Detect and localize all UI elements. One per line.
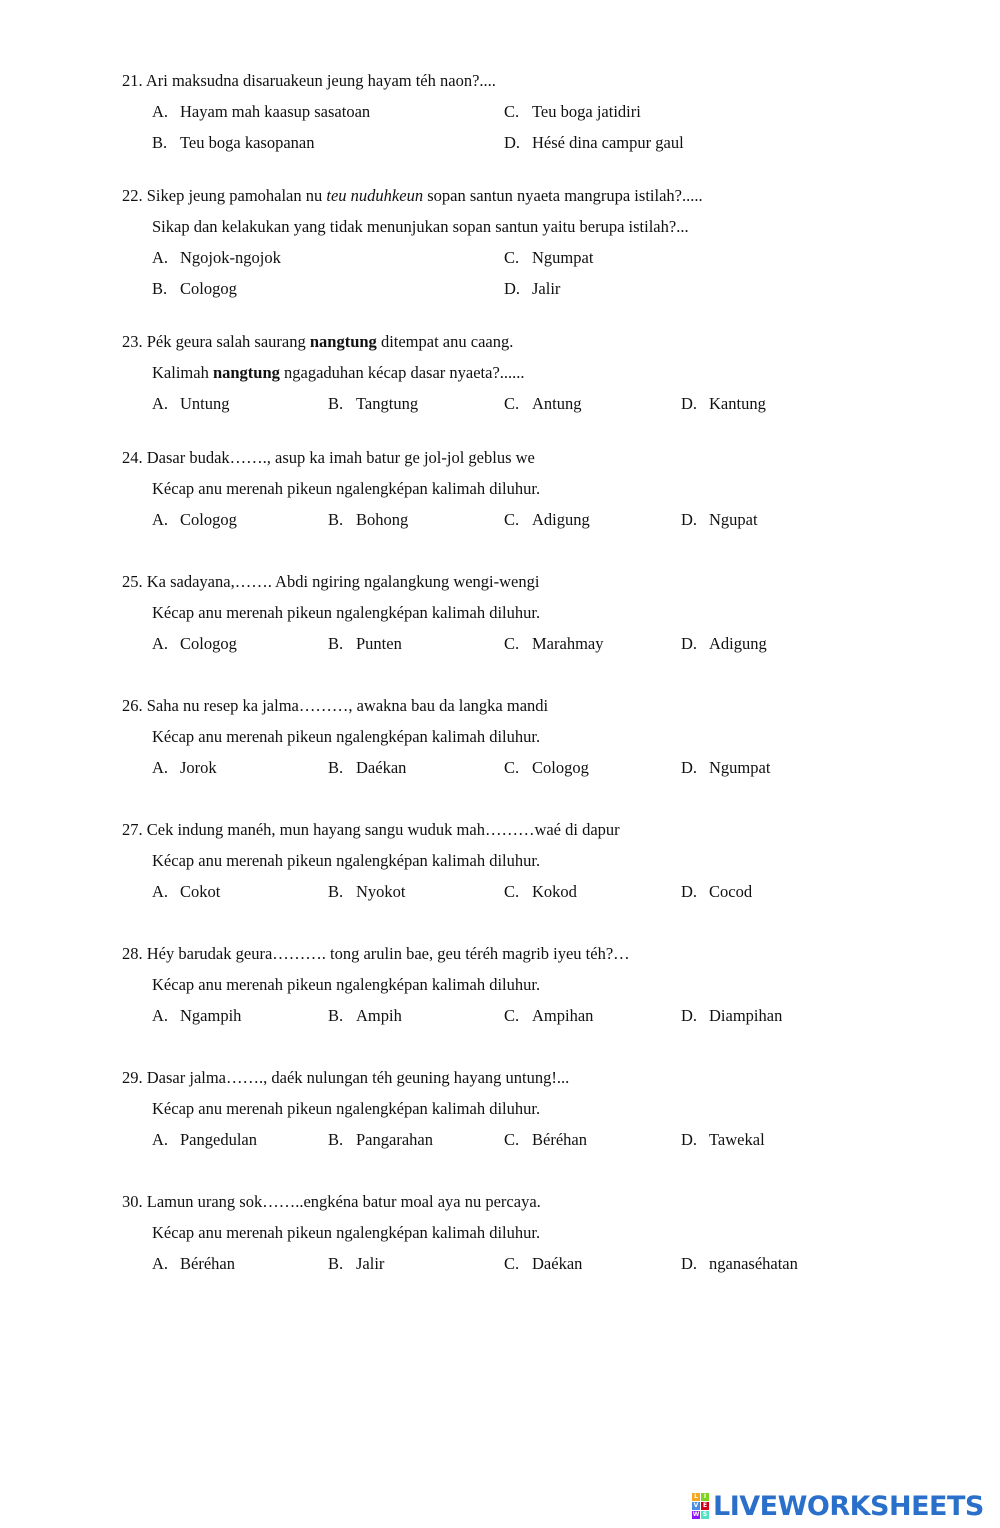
option-27-a[interactable]: A. Cokot xyxy=(152,882,221,901)
option-24-d[interactable]: D. Ngupat xyxy=(681,510,758,529)
option-24-a[interactable]: A. Cologog xyxy=(152,510,237,529)
logo-mark-cell: I xyxy=(701,1493,709,1501)
option-25-c[interactable]: C. Marahmay xyxy=(504,634,604,653)
option-30-a[interactable]: A. Béréhan xyxy=(152,1254,235,1273)
option-23-d[interactable]: D. Kantung xyxy=(681,394,766,413)
option-30-c[interactable]: C. Daékan xyxy=(504,1254,583,1273)
logo-mark-cell: W xyxy=(692,1511,700,1518)
option-26-b[interactable]: B. Daékan xyxy=(328,758,407,777)
option-23-a[interactable]: A. Untung xyxy=(152,394,230,413)
question-27-text: 27. Cek indung manéh, mun hayang sangu wuduk mah………waé di dapur xyxy=(122,820,620,839)
option-27-b[interactable]: B. Nyokot xyxy=(328,882,406,901)
option-21-a[interactable]: A. Hayam mah kaasup sasatoan xyxy=(152,102,371,121)
question-28-instruction: Kécap anu merenah pikeun ngalengképan kalimah diluhur. xyxy=(152,975,541,994)
question-22-translation: Sikap dan kelakukan yang tidak menunjukan sopan santun yaitu berupa istilah?... xyxy=(152,217,689,236)
option-27-d[interactable]: D. Cocod xyxy=(681,882,753,901)
option-24-c[interactable]: C. Adigung xyxy=(504,510,590,529)
question-26-text: 26. Saha nu resep ka jalma………, awakna bau da langka mandi xyxy=(122,696,549,715)
logo-mark-cell: E xyxy=(702,1502,708,1509)
option-22-c[interactable]: C. Ngumpat xyxy=(504,248,594,267)
liveworksheets-logo[interactable] xyxy=(692,1490,984,1522)
option-26-d[interactable]: D. Ngumpat xyxy=(681,758,771,777)
logo-mark-cell: L xyxy=(692,1493,700,1501)
question-22-text: 22. Sikep jeung pamohalan nu teu nuduhkeun sopan santun nyaeta mangrupa istilah?..... xyxy=(122,186,703,205)
question-25-instruction: Kécap anu merenah pikeun ngalengképan kalimah diluhur. xyxy=(152,603,541,622)
option-22-b[interactable]: B. Cologog xyxy=(152,279,237,298)
option-29-d[interactable]: D. Tawekal xyxy=(681,1130,765,1149)
option-24-b[interactable]: B. Bohong xyxy=(328,510,409,529)
liveworksheets-mark-icon xyxy=(692,1493,709,1519)
option-25-a[interactable]: A. Cologog xyxy=(152,634,237,653)
option-26-c[interactable]: C. Cologog xyxy=(504,758,589,777)
question-26-instruction: Kécap anu merenah pikeun ngalengképan kalimah diluhur. xyxy=(152,727,541,746)
question-27-instruction: Kécap anu merenah pikeun ngalengképan kalimah diluhur. xyxy=(152,851,541,870)
option-30-d[interactable]: D. nganaséhatan xyxy=(681,1254,798,1273)
option-25-b[interactable]: B. Punten xyxy=(328,634,402,653)
question-25-text: 25. Ka sadayana,……. Abdi ngiring ngalangkung wengi-wengi xyxy=(122,572,540,591)
option-29-a[interactable]: A. Pangedulan xyxy=(152,1130,257,1149)
option-30-b[interactable]: B. Jalir xyxy=(328,1254,385,1273)
question-29-instruction: Kécap anu merenah pikeun ngalengképan kalimah diluhur. xyxy=(152,1099,541,1118)
logo-mark-cell: S xyxy=(702,1511,708,1518)
question-23-text: 23. Pék geura salah saurang nangtung ditempat anu caang. xyxy=(122,332,514,351)
option-23-c[interactable]: C. Antung xyxy=(504,394,582,413)
option-27-c[interactable]: C. Kokod xyxy=(504,882,577,901)
question-23-instruction: Kalimah nangtung ngagaduhan kécap dasar nyaeta?...... xyxy=(152,363,525,382)
option-28-a[interactable]: A. Ngampih xyxy=(152,1006,242,1025)
option-26-a[interactable]: A. Jorok xyxy=(152,758,217,777)
question-30-instruction: Kécap anu merenah pikeun ngalengképan kalimah diluhur. xyxy=(152,1223,541,1242)
option-22-a[interactable]: A. Ngojok-ngojok xyxy=(152,248,281,267)
logo-mark-cell: V xyxy=(693,1502,699,1509)
option-21-d[interactable]: D. Hésé dina campur gaul xyxy=(504,133,684,152)
option-21-c[interactable]: C. Teu boga jatidiri xyxy=(504,102,641,121)
option-23-b[interactable]: B. Tangtung xyxy=(328,394,419,413)
liveworksheets-wordmark: LIVEWORKSHEETS xyxy=(713,1490,984,1522)
question-24-instruction: Kécap anu merenah pikeun ngalengképan kalimah diluhur. xyxy=(152,479,541,498)
option-22-d[interactable]: D. Jalir xyxy=(504,279,561,298)
option-29-c[interactable]: C. Béréhan xyxy=(504,1130,587,1149)
question-24-text: 24. Dasar budak……., asup ka imah batur ge jol-jol geblus we xyxy=(122,448,535,467)
option-29-b[interactable]: B. Pangarahan xyxy=(328,1130,433,1149)
question-21-text: 21. Ari maksudna disaruakeun jeung hayam téh naon?.... xyxy=(122,71,496,90)
option-28-d[interactable]: D. Diampihan xyxy=(681,1006,783,1025)
question-29-text: 29. Dasar jalma……., daék nulungan téh geuning hayang untung!... xyxy=(122,1068,570,1087)
question-28-text: 28. Héy barudak geura………. tong arulin bae, geu téréh magrib iyeu téh?… xyxy=(122,944,630,963)
option-25-d[interactable]: D. Adigung xyxy=(681,634,767,653)
option-28-c[interactable]: C. Ampihan xyxy=(504,1006,594,1025)
option-21-b[interactable]: B. Teu boga kasopanan xyxy=(152,133,315,152)
option-28-b[interactable]: B. Ampih xyxy=(328,1006,402,1025)
question-30-text: 30. Lamun urang sok……..engkéna batur moal aya nu percaya. xyxy=(122,1192,541,1211)
